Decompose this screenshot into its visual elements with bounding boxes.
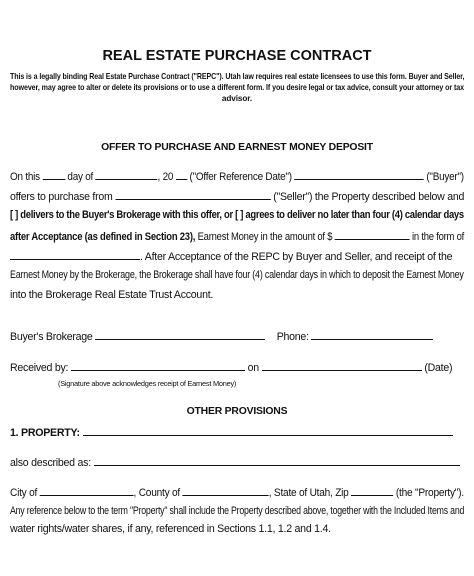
month-blank[interactable] <box>96 169 158 180</box>
brokerage-line: Buyer's Brokerage Phone: <box>10 329 464 344</box>
legal-notice-line-3: advisor. <box>221 94 253 103</box>
phone-blank[interactable] <box>311 329 433 340</box>
legal-notice-line-1: This is a legally binding Real Estate Purchase Contract ("REPC"). Utah law requires real estate licensees to use this form. Buyer and Seller, <box>10 72 465 81</box>
city-blank[interactable] <box>40 485 134 496</box>
signature-note: (Signature above acknowledges receipt of Earnest Money) <box>58 379 237 388</box>
day-blank[interactable] <box>42 169 65 180</box>
zip-blank[interactable] <box>351 485 393 496</box>
offer-line-3: [ ] delivers to the Buyer's Brokerage with this offer, or [ ] agrees to deliver no later than four (4) calendar days <box>10 209 464 221</box>
section-heading-other: OTHER PROVISIONS <box>186 406 288 417</box>
earnest-form-blank[interactable] <box>10 249 140 260</box>
property-definition-line-2: water rights/water shares, if any, referenced in Sections 1.1, 1.2 and 1.4. <box>10 523 331 535</box>
received-line: Received by: on (Date) <box>10 362 453 374</box>
buyer-name-blank[interactable] <box>294 169 423 180</box>
seller-name-blank[interactable] <box>115 189 270 200</box>
brokerage-blank[interactable] <box>95 329 265 340</box>
property-definition-line-1: Any reference below to the term "Property" shall include the Property described above, together with the Included Items and <box>10 505 465 517</box>
year-blank[interactable] <box>176 169 187 180</box>
legal-notice-line-2: however, may agree to alter or delete its provisions or to use a different form. If you desire legal or tax advice, consult your attorney or tax <box>10 83 464 92</box>
offer-line-2: offers to purchase from ("Seller") the Property described below and <box>10 191 465 203</box>
city-line: City of , County of , State of Utah, Zip (the "Property"). <box>10 487 464 499</box>
offer-line-5: . After Acceptance of the REPC by Buyer and Seller, and receipt of the <box>10 249 464 264</box>
offer-line-6: Earnest Money by the Brokerage, the Brokerage shall have four (4) calendar days in which to deposit the Earnest Money <box>10 269 464 281</box>
offer-line-4: after Acceptance (as defined in Section 23), Earnest Money in the amount of $ in the form of <box>10 231 465 243</box>
page-title: REAL ESTATE PURCHASE CONTRACT <box>102 48 372 64</box>
received-by-blank[interactable] <box>71 360 245 371</box>
offer-line-1: On this day of , 20 ("Offer Reference Date") ("Buyer") <box>10 171 464 183</box>
earnest-amount-blank[interactable] <box>335 229 410 240</box>
offer-line-7: into the Brokerage Real Estate Trust Account. <box>10 289 214 301</box>
also-described-line: also described as: <box>10 455 464 470</box>
also-described-blank[interactable] <box>94 455 460 466</box>
received-date-blank[interactable] <box>262 360 422 371</box>
county-blank[interactable] <box>183 485 269 496</box>
property-blank[interactable] <box>83 425 453 436</box>
property-line: 1. PROPERTY: <box>10 425 464 440</box>
section-heading-offer: OFFER TO PURCHASE AND EARNEST MONEY DEPOSIT <box>101 142 373 153</box>
